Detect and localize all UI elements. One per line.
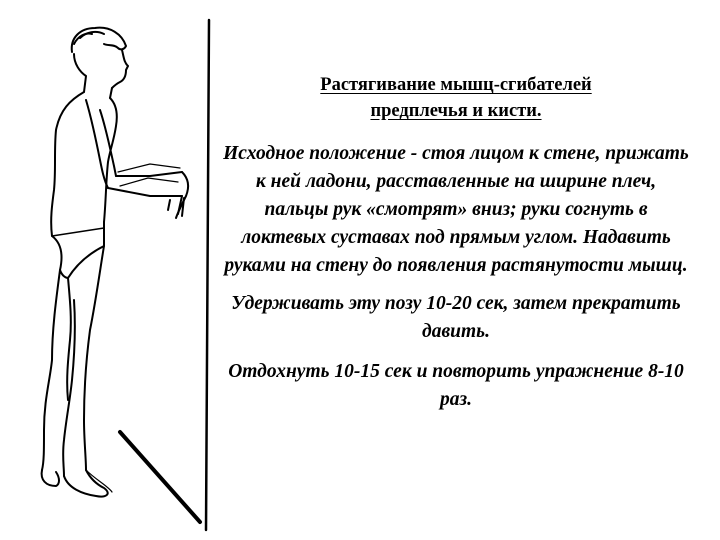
exercise-illustration: [0, 0, 220, 540]
person-figure: [42, 28, 188, 497]
title-line-1: Растягивание мышц-сгибателей: [320, 75, 592, 95]
rest-paragraph: Отдохнуть 10-15 сек и повторить упражнение 8-10 раз.: [228, 361, 684, 410]
hold-paragraph: Удерживать эту позу 10-20 сек, затем прекратить давить.: [231, 293, 681, 342]
floor-line: [120, 432, 200, 522]
wall-line: [206, 20, 209, 530]
starting-position-paragraph: Исходное положение - стоя лицом к стене, прижать к ней ладони, расставленные на ширине плеч, пальцы рук «смотрят» вниз; руки согнуть в локтевых суставах под прямым углом. Надавить руками на стену до появления растянутости мышц.: [223, 143, 689, 276]
page-title: [222, 72, 690, 124]
exercise-description: [222, 72, 690, 414]
title-line-2: предплечья и кисти.: [370, 101, 542, 121]
